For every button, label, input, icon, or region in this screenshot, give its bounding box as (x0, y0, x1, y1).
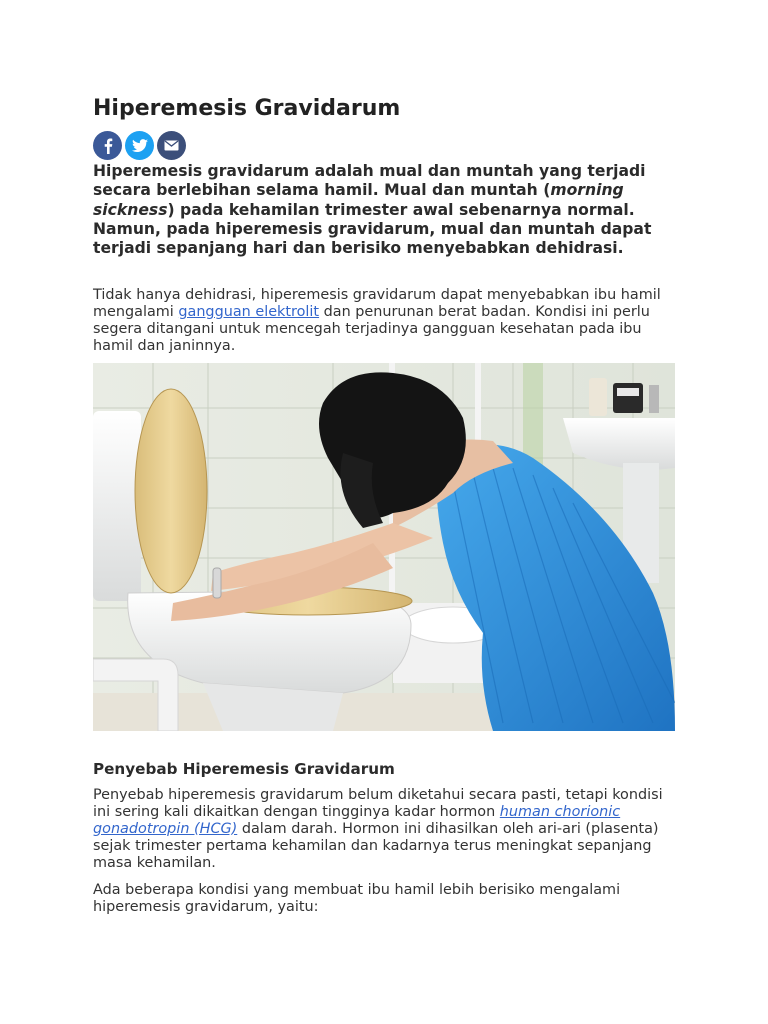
article-title: Hiperemesis Gravidarum (93, 96, 401, 121)
lead-text-1: Hiperemesis gravidarum adalah mual dan muntah yang terjadi secara berlebihan selama hamil. Mual dan muntah ( (93, 162, 646, 200)
cause-paragraph (93, 787, 675, 872)
intro-paragraph (93, 287, 675, 355)
share-buttons (93, 131, 186, 160)
risk-intro-paragraph: Ada beberapa kondisi yang membuat ibu hamil lebih berisiko mengalami hiperemesis gravidarum, yaitu: (93, 882, 621, 915)
woman-vomiting-illustration (93, 363, 675, 731)
email-share-button[interactable] (157, 131, 186, 160)
hcg-link[interactable]: human chorionic gonadotropin (HCG) (93, 803, 621, 837)
article-photo (93, 363, 675, 731)
lead-emphasis: morning sickness (93, 181, 624, 219)
email-icon (164, 140, 179, 151)
cause-text-1: Penyebab hiperemesis gravidarum belum diketahui secara pasti, tetapi kondisi ini sering kali dikaitkan dengan tingginya kadar hormon (93, 787, 663, 820)
lead-paragraph (93, 162, 675, 258)
intro-text-1: Tidak hanya dehidrasi, hiperemesis gravidarum dapat menyebabkan ibu hamil mengalami (93, 287, 661, 320)
intro-text-2: dan penurunan berat badan. Kondisi ini perlu segera ditangani untuk mencegah terjadinya gangguan kesehatan pada ibu hamil dan janinnya. (93, 303, 650, 354)
twitter-share-button[interactable] (125, 131, 154, 160)
facebook-icon (101, 138, 115, 154)
section-heading: Penyebab Hiperemesis Gravidarum (93, 760, 395, 778)
cause-text-2: dalam darah. Hormon ini dihasilkan oleh ari-ari (plasenta) sejak trimester pertama kehamilan dan kadarnya terus meningkat sepanjang masa kehamilan. (93, 820, 659, 871)
facebook-share-button[interactable] (93, 131, 122, 160)
gangguan-elektrolit-link[interactable]: gangguan elektrolit (178, 303, 320, 320)
twitter-icon (132, 139, 148, 153)
lead-text-2: ) pada kehamilan trimester awal sebenarnya normal. Namun, pada hiperemesis gravidarum, mual dan muntah dapat terjadi sepanjang hari dan berisiko menyebabkan dehidrasi. (93, 200, 652, 258)
